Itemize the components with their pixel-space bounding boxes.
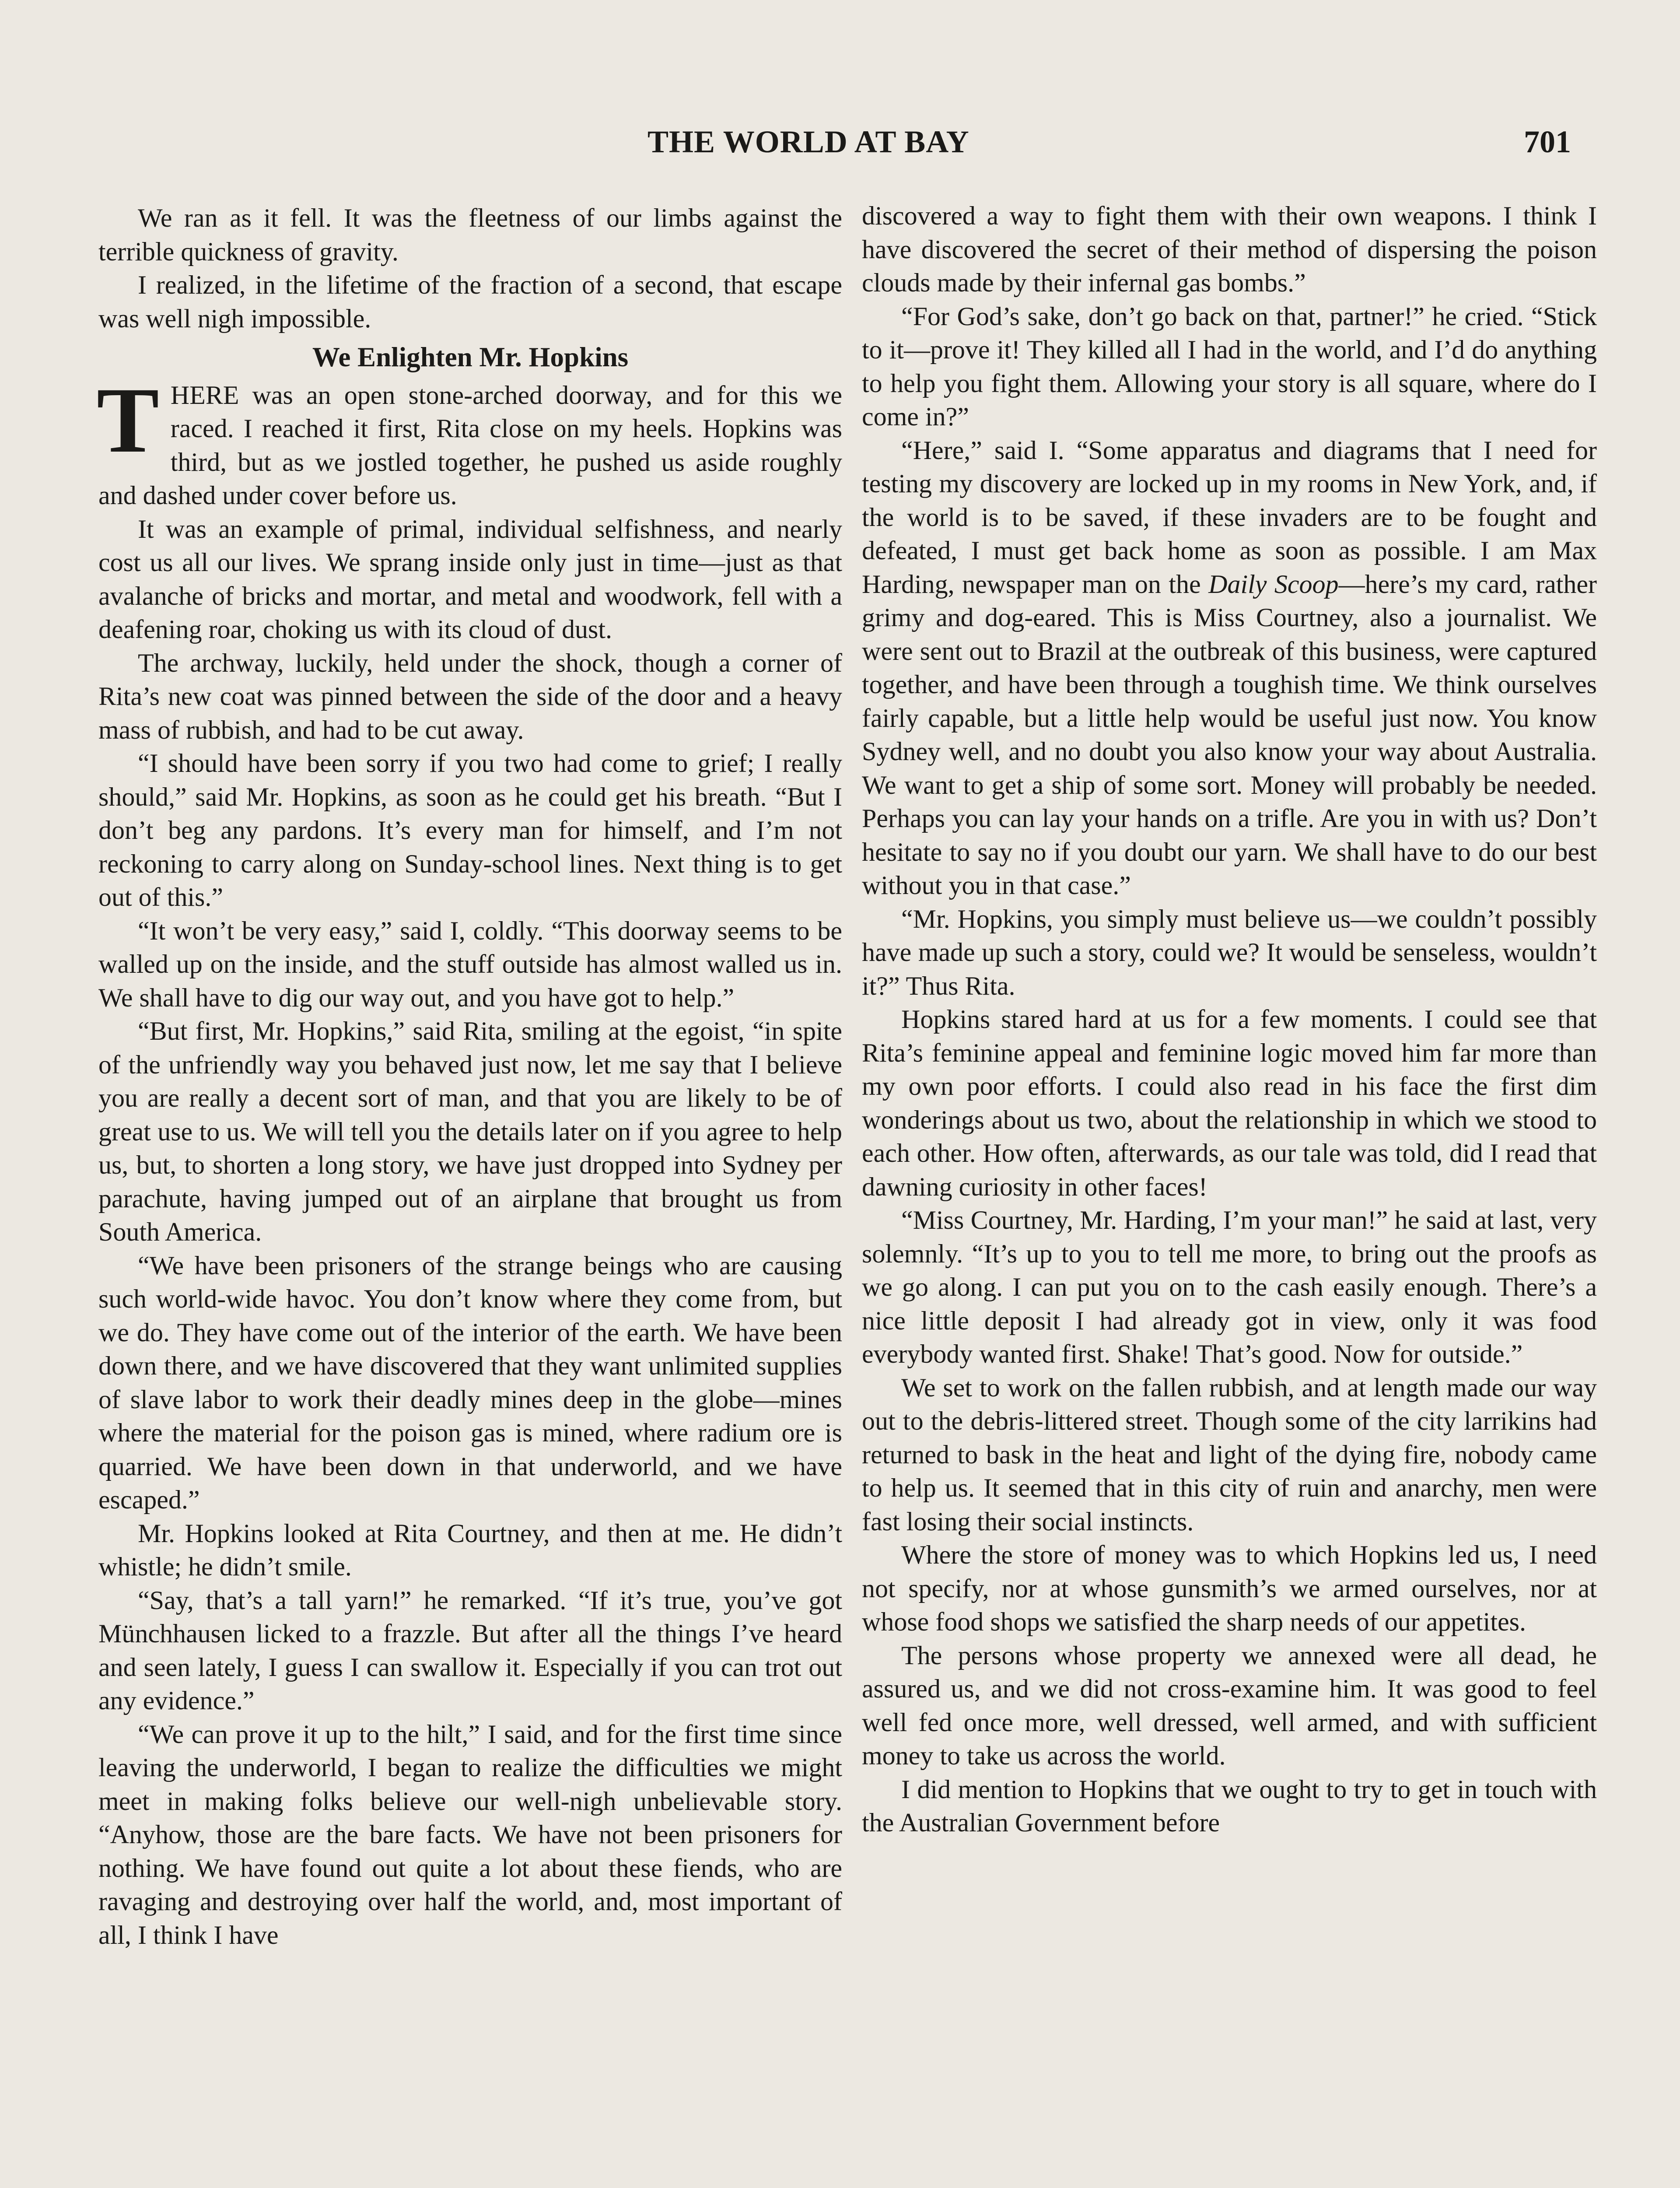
paragraph: “But first, Mr. Hopkins,” said Rita, smiling at the egoist, “in spite of the unfriendly way you behaved just now, let me say that I believe you are really a decent sort of man, and that you are likely to be of great use to us. We will tell you the details later on if you agree to help us, but, to shorten a long story, we have just dropped into Sydney per parachute, having jumped out of an airplane that brought us from South America.: [98, 1017, 842, 1246]
paragraph-text: HERE was an open stone-arched doorway, and for this we raced. I reached it first, Rita close on my heels. Hopkins was third, but as we jostled together, he pushed us aside roughly and dashed under cover before us.: [98, 380, 842, 510]
paragraph: “Miss Courtney, Mr. Harding, I’m your man!” he said at last, very solemnly. “It’s up to you to tell me more, to bring out the proofs as we go along. I can put you on to the cash easily enough. There’s a nice little deposit I had already got in view, only it was food everybody wanted first. Shake! That’s good. Now for outside.”: [862, 1206, 1597, 1368]
paragraph: Mr. Hopkins looked at Rita Courtney, and then at me. He didn’t whistle; he didn’t smile.: [98, 1518, 842, 1581]
drop-cap-letter: T: [97, 368, 159, 472]
paragraph: The archway, luckily, held under the shock, though a corner of Rita’s new coat was pinned between the side of the door and a heavy mass of rubbish, and had to be cut away.: [98, 648, 842, 744]
paragraph: Hopkins stared hard at us for a few moments. I could see that Rita’s feminine appeal and feminine logic moved him far more than my own poor efforts. I could also read in his face the first dim wonderings about us two, about the relationship in which we stood to each other. How often, afterwards, as our tale was told, did I read that dawning curiosity in other faces!: [862, 1005, 1597, 1201]
paragraph: We ran as it fell. It was the fleetness of our limbs against the terrible quickness of gravity.: [98, 203, 842, 266]
paragraph-text: —here’s my card, rather grimy and dog-eared. This is Miss Courtney, also a journalist. We were sent out to Brazil at the outbreak of this business, were captured together, and have been through a toughish time. We think ourselves fairly capable, but a little help would be useful just now. You know Sydney well, and no doubt you also know your way about Australia. We want to get a ship of some sort. Money will probably be needed. Perhaps you can lay your hands on a trifle. Are you in with us? Don’t hesitate to say no if you doubt our yarn. We shall have to do our best without you in that case.”: [862, 569, 1597, 900]
paragraph: “We can prove it up to the hilt,” I said, and for the first time since leaving the underworld, I began to realize the difficulties we might meet in making folks believe our well-nigh unbelievable story. “Anyhow, those are the bare facts. We have not been prisoners for nothing. We have found out quite a lot about these fiends, who are ravaging and destroying over half the world, and, most important of all, I think I have: [98, 1719, 842, 1950]
paragraph: I did mention to Hopkins that we ought to try to get in touch with the Australian Government before: [862, 1774, 1597, 1837]
paragraph-text: “Here,” said I. “Some apparatus and diagrams that I need for testing my discovery are locked up in my rooms in New York, and, if the world is to be saved, if these invaders are to be fought and defeated, I must get back home as soon as possible. I am Max Harding, newspaper man on the: [862, 435, 1597, 599]
paragraph: “Say, that’s a tall yarn!” he remarked. “If it’s true, you’ve got Münchhausen licked to a frazzle. But after all the things I’ve heard and seen lately, I guess I can swallow it. Especially if you can trot out any evidence.”: [98, 1585, 842, 1715]
paragraph: “It won’t be very easy,” said I, coldly. “This doorway seems to be walled up on the inside, and the stuff outside has almost walled us in. We shall have to dig our way out, and you have got to help.”: [98, 916, 842, 1012]
paragraph: Where the store of money was to which Hopkins led us, I need not specify, nor at whose gunsmith’s we armed ourselves, nor at whose food shops we satisfied the sharp needs of our appetites.: [862, 1540, 1597, 1636]
running-header-title: THE WORLD AT BAY: [648, 124, 970, 159]
paragraph: “We have been prisoners of the strange beings who are causing such world-wide havoc. You don’t know where they come from, but we do. They have come out of the interior of the earth. We have been down there, and we have discovered that they want unlimited supplies of slave labor to work their deadly mines deep in the globe—mines where the material for the poison gas is mined, where radium ore is quarried. We have been down in that underworld, and we have escaped.”: [98, 1251, 842, 1514]
paragraph: discovered a way to fight them with their own weapons. I think I have discovered the secret of their method of dispersing the poison clouds made by their infernal gas bombs.”: [862, 201, 1597, 297]
paragraph: It was an example of primal, individual selfishness, and nearly cost us all our lives. We sprang inside only just in time—just as that avalanche of bricks and mortar, and metal and woodwork, fell with a deafening roar, choking us with its cloud of dust.: [98, 514, 842, 644]
paragraph: The persons whose property we annexed were all dead, he assured us, and we did not cross-examine him. It was good to feel well fed once more, well dressed, well armed, and with sufficient money to take us across the world.: [862, 1641, 1597, 1770]
section-subheading: We Enlighten Mr. Hopkins: [312, 342, 629, 372]
newspaper-name: Daily Scoop: [1208, 569, 1339, 599]
left-column: [98, 201, 842, 1952]
paragraph: “I should have been sorry if you two had come to grief; I really should,” said Mr. Hopkins, as soon as he could get his breath. “But I don’t beg any pardons. It’s every man for himself, and I’m not reckoning to carry along on Sunday-school lines. Next thing is to get out of this.”: [98, 749, 842, 912]
paragraph: [862, 434, 1597, 902]
paragraph: We set to work on the fallen rubbish, and at length made our way out to the debris-littered street. Though some of the city larrikins had returned to bask in the heat and light of the dying fire, nobody came to help us. It seemed that in this city of ruin and anarchy, men were fast losing their social instincts.: [862, 1373, 1597, 1536]
paragraph: “For God’s sake, don’t go back on that, partner!” he cried. “Stick to it—prove it! They killed all I had in the world, and I’d do anything to help you fight them. Allowing your story is all square, where do I come in?”: [862, 302, 1597, 431]
paragraph: I realized, in the lifetime of the fraction of a second, that escape was well nigh impossible.: [98, 270, 842, 333]
paragraph-dropcap: [97, 368, 842, 512]
paragraph: “Mr. Hopkins, you simply must believe us—we couldn’t possibly have made up such a story, could we? It would be senseless, wouldn’t it?” Thus Rita.: [862, 904, 1597, 1000]
right-column: [862, 199, 1597, 1840]
page-number: 701: [1524, 124, 1571, 159]
